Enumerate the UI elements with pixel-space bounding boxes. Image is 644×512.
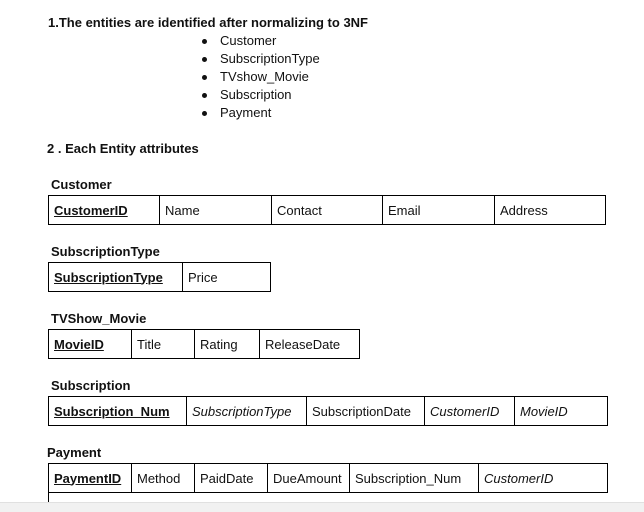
subscription-label: Subscription: [51, 378, 131, 393]
list-item: Subscription: [200, 86, 320, 104]
table-cell: Name: [160, 196, 272, 225]
table-cell: Subscription_Num: [350, 464, 479, 493]
table-cell: MovieID: [515, 397, 608, 426]
bullet-icon: [202, 93, 207, 98]
payment-label: Payment: [47, 445, 102, 460]
list-item: Payment: [200, 104, 320, 122]
customer-label: Customer: [51, 177, 112, 192]
table-cell: SubscriptionDate: [307, 397, 425, 426]
bullet-icon: [202, 75, 207, 80]
list-item: Customer: [200, 32, 320, 50]
section2-heading: 2 . Each Entity attributes: [47, 141, 199, 156]
bullet-icon: [202, 111, 207, 116]
payment-table: [48, 463, 608, 493]
table-cell: MovieID: [49, 330, 132, 359]
subscription-type-label: SubscriptionType: [51, 244, 160, 259]
tvshow-movie-table: [48, 329, 360, 359]
table-cell: Address: [495, 196, 606, 225]
table-cell: Subscription_Num: [49, 397, 187, 426]
table-cell: DueAmount: [268, 464, 350, 493]
table-cell: ReleaseDate: [260, 330, 360, 359]
bullet-icon: [202, 39, 207, 44]
subscription-type-table: [48, 262, 271, 292]
table-row: [49, 263, 271, 292]
table-cell: Method: [132, 464, 195, 493]
table-cell: Contact: [272, 196, 383, 225]
entity-list: [200, 32, 320, 122]
table-cell: CustomerID: [479, 464, 608, 493]
customer-table: [48, 195, 606, 225]
section1-heading: 1.The entities are identified after normalizing to 3NF: [48, 15, 368, 30]
table-cell: Rating: [195, 330, 260, 359]
list-item: TVshow_Movie: [200, 68, 320, 86]
table-cell: CustomerID: [425, 397, 515, 426]
table-row: [49, 464, 608, 493]
list-item: SubscriptionType: [200, 50, 320, 68]
table-cell: Title: [132, 330, 195, 359]
table-row: [49, 330, 360, 359]
table-cell: SubscriptionType: [187, 397, 307, 426]
table-row: [49, 397, 608, 426]
table-cell: Price: [183, 263, 271, 292]
table-row: [49, 196, 606, 225]
bullet-icon: [202, 57, 207, 62]
table-cell: PaidDate: [195, 464, 268, 493]
table-cell: CustomerID: [49, 196, 160, 225]
subscription-table: [48, 396, 608, 426]
table-cell: SubscriptionType: [49, 263, 183, 292]
tvshow-movie-label: TVShow_Movie: [51, 311, 147, 326]
table-cell: Email: [383, 196, 495, 225]
table-cell: PaymentID: [49, 464, 132, 493]
